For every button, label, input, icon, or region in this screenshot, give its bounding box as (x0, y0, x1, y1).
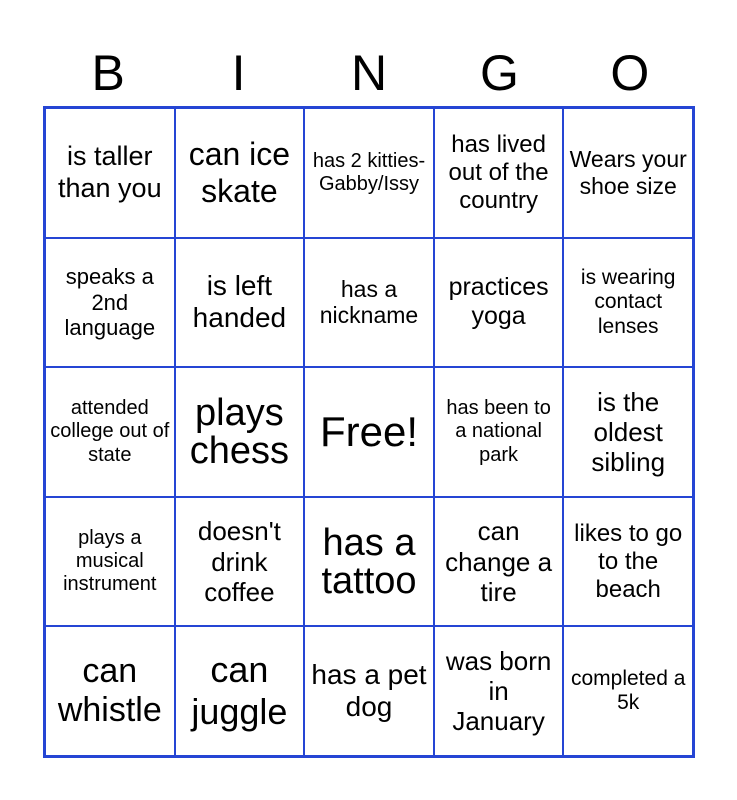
bingo-cell[interactable] (304, 626, 434, 756)
bingo-cell[interactable] (434, 497, 564, 627)
cell-label: has been to a national park (446, 397, 551, 466)
cell-label: is the oldest sibling (591, 386, 666, 478)
cell-label: speaks a 2nd language (64, 264, 156, 341)
bingo-cell[interactable] (434, 238, 564, 368)
bingo-cell[interactable] (45, 238, 175, 368)
cell-label: has a pet dog (311, 658, 427, 723)
bingo-cell[interactable] (175, 238, 305, 368)
cell-label: can change a tire (445, 516, 553, 607)
cell-label: plays a musical instrument (63, 526, 157, 596)
bingo-cell[interactable] (45, 626, 175, 756)
cell-label: likes to go to the beach (574, 519, 683, 603)
bingo-cell[interactable] (563, 497, 693, 627)
cell-label: is taller than you (58, 141, 162, 203)
free-space-label: Free! (319, 407, 418, 455)
bingo-cell-free[interactable] (304, 367, 434, 497)
bingo-cell[interactable] (563, 108, 693, 238)
bingo-cell[interactable] (45, 108, 175, 238)
bingo-cell[interactable] (304, 497, 434, 627)
bingo-cell[interactable] (434, 108, 564, 238)
cell-label: is wearing contact lenses (580, 265, 676, 338)
cell-label: attended college out of state (50, 397, 170, 466)
bingo-cell[interactable] (563, 367, 693, 497)
cell-label: Wears your shoe size (569, 146, 687, 199)
cell-label: doesn't drink coffee (197, 516, 281, 607)
cell-label: has lived out of the country (448, 131, 549, 214)
cell-label: was born in January (445, 645, 552, 737)
bingo-cell[interactable] (304, 108, 434, 238)
cell-label: can whistle (57, 651, 162, 730)
bingo-cell[interactable] (175, 367, 305, 497)
cell-label: can ice skate (188, 135, 291, 209)
cell-label: plays chess (189, 391, 290, 472)
header-letter-i: I (231, 45, 246, 101)
cell-label: has 2 kitties- Gabby/Issy (312, 149, 426, 195)
bingo-cell[interactable] (304, 238, 434, 368)
bingo-cell[interactable] (563, 238, 693, 368)
cell-label: has a nickname (319, 275, 419, 329)
bingo-cell[interactable] (175, 626, 305, 756)
cell-label: has a tattoo (321, 521, 417, 602)
header-letter-n: N (350, 45, 388, 101)
bingo-cell[interactable] (434, 367, 564, 497)
bingo-header (43, 40, 695, 106)
bingo-cell[interactable] (563, 626, 693, 756)
bingo-cell[interactable] (434, 626, 564, 756)
header-letter-o: O (610, 45, 650, 101)
header-letter-b: B (91, 45, 125, 101)
bingo-cell[interactable] (45, 497, 175, 627)
bingo-cell[interactable] (45, 367, 175, 497)
cell-label: can juggle (191, 649, 288, 733)
bingo-card-grid (43, 106, 695, 758)
header-letter-g: G (479, 45, 519, 101)
cell-label: completed a 5k (570, 666, 686, 715)
bingo-cell[interactable] (175, 497, 305, 627)
cell-label: practices yoga (448, 273, 549, 331)
cell-label: is left handed (192, 269, 287, 334)
bingo-cell[interactable] (175, 108, 305, 238)
